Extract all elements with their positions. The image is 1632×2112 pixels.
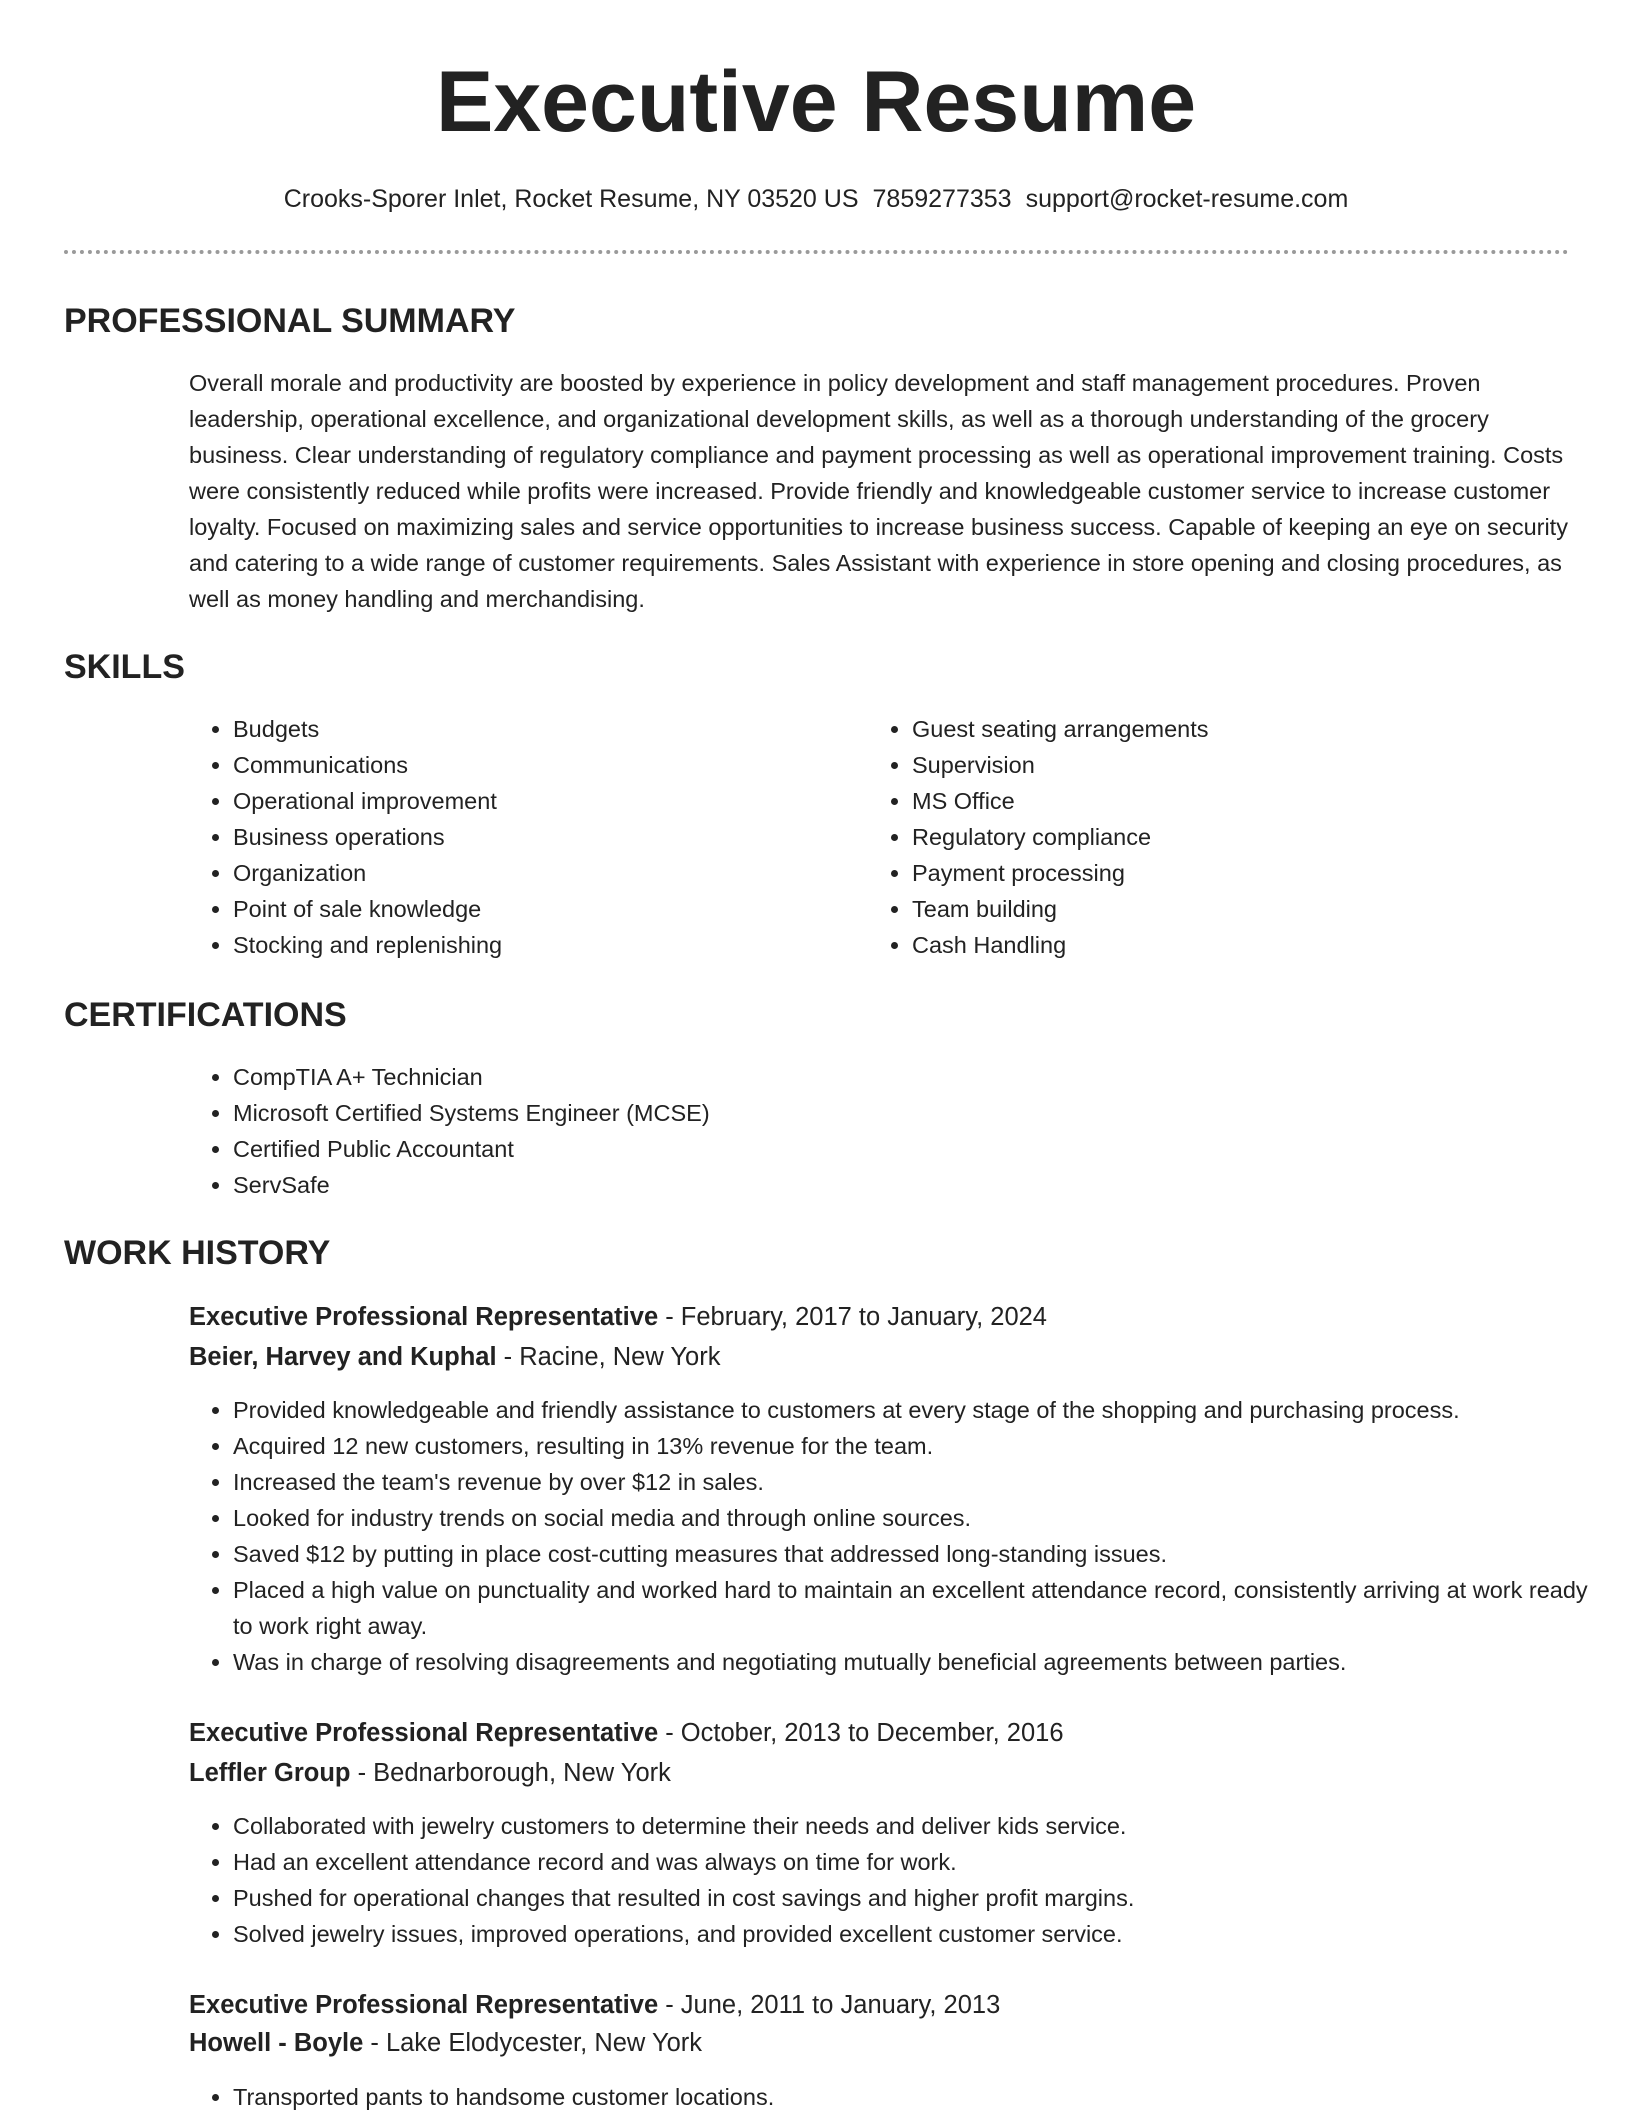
job-location: - Bednarborough, New York xyxy=(350,1759,671,1787)
skill-item: • Budgets xyxy=(233,711,853,747)
job-role: Executive Professional Representative xyxy=(189,1991,659,2019)
contact-email: support@rocket-resume.com xyxy=(1025,185,1349,213)
skill-item: • MS Office xyxy=(912,783,1532,819)
skill-item: • Stocking and replenishing xyxy=(233,927,853,963)
resume-name: Executive Resume xyxy=(435,54,1197,150)
job-company: Howell - Boyle xyxy=(189,2029,364,2057)
job-title-line xyxy=(189,1297,1047,1337)
job-bullet: • Solved jewelry issues, improved operations, and provided excellent customer service. xyxy=(233,1916,1613,1952)
job-bullet: • Placed a high value on punctuality and worked hard to maintain an excellent attendance record, consistently arriving at work ready to work right away. xyxy=(233,1572,1613,1644)
job-bullet: • Increased the team's revenue by over $12 in sales. xyxy=(233,1464,1613,1500)
job-bullets xyxy=(189,1392,1613,1680)
skill-item: • Team building xyxy=(912,891,1532,927)
skill-item: • Operational improvement xyxy=(233,783,853,819)
job-company-line xyxy=(189,1753,671,1793)
job-dates: - February, 2017 to January, 2024 xyxy=(658,1303,1047,1331)
job-location: - Lake Elodycester, New York xyxy=(363,2029,703,2057)
certifications-list xyxy=(189,1059,1613,1203)
job-bullet: • Pushed for operational changes that resulted in cost savings and higher profit margins. xyxy=(233,1880,1613,1916)
certifications-heading: CERTIFICATIONS xyxy=(64,996,347,1034)
contact-phone: 7859277353 xyxy=(872,185,1012,213)
skills-list-left xyxy=(189,711,853,963)
job-role: Executive Professional Representative xyxy=(189,1719,659,1747)
job-bullet: • Transported pants to handsome customer locations. xyxy=(233,2079,1613,2112)
skill-item: • Supervision xyxy=(912,747,1532,783)
job-company: Leffler Group xyxy=(189,1759,351,1787)
certification-item: • Certified Public Accountant xyxy=(233,1131,1613,1167)
contact-address: Crooks-Sporer Inlet, Rocket Resume, NY 03520 US xyxy=(283,185,859,213)
contact-line xyxy=(0,180,1632,218)
summary-heading: PROFESSIONAL SUMMARY xyxy=(64,302,516,340)
certification-item: • CompTIA A+ Technician xyxy=(233,1059,1613,1095)
certification-item: • Microsoft Certified Systems Engineer (MCSE) xyxy=(233,1095,1613,1131)
job-bullet: • Looked for industry trends on social media and through online sources. xyxy=(233,1500,1613,1536)
job-bullet: • Had an excellent attendance record and was always on time for work. xyxy=(233,1844,1613,1880)
summary-text: Overall morale and productivity are boosted by experience in policy development and staff management procedures. Proven leadership, operational excellence, and organizational development skills, as well as a thorough understanding of the grocery business. Clear understanding of regulatory compliance and payment processing as well as operational improvement training. Costs were consistently reduced while profits were increased. Provide friendly and knowledgeable customer service to increase customer loyalty. Focused on maximizing sales and service opportunities to increase business success. Capable of keeping an eye on security and catering to a wide range of customer requirements. Sales Assistant with experience in store opening and closing procedures, as well as money handling and merchandising. xyxy=(189,370,1568,612)
job-dates: - October, 2013 to December, 2016 xyxy=(658,1719,1064,1747)
job-bullets xyxy=(189,1808,1613,1952)
skills-heading: SKILLS xyxy=(64,648,185,686)
job-bullet: • Acquired 12 new customers, resulting in 13% revenue for the team. xyxy=(233,1428,1613,1464)
job-role: Executive Professional Representative xyxy=(189,1303,659,1331)
job-dates: - June, 2011 to January, 2013 xyxy=(658,1991,1001,2019)
job-company-line xyxy=(189,2023,702,2063)
skill-item: • Business operations xyxy=(233,819,853,855)
job-company: Beier, Harvey and Kuphal xyxy=(189,1343,497,1371)
job-bullet: • Collaborated with jewelry customers to determine their needs and deliver kids service. xyxy=(233,1808,1613,1844)
certification-item: • ServSafe xyxy=(233,1167,1613,1203)
skill-item: • Communications xyxy=(233,747,853,783)
job-bullet: • Provided knowledgeable and friendly assistance to customers at every stage of the shopping and purchasing process. xyxy=(233,1392,1613,1428)
job-bullet: • Saved $12 by putting in place cost-cutting measures that addressed long-standing issues. xyxy=(233,1536,1613,1572)
job-bullets xyxy=(189,2079,1613,2112)
skill-item: • Cash Handling xyxy=(912,927,1532,963)
skill-item: • Guest seating arrangements xyxy=(912,711,1532,747)
skill-item: • Payment processing xyxy=(912,855,1532,891)
job-title-line xyxy=(189,1985,1000,2025)
job-location: - Racine, New York xyxy=(496,1343,721,1371)
work-history-heading: WORK HISTORY xyxy=(64,1234,331,1272)
job-company-line xyxy=(189,1337,720,1377)
skill-item: • Regulatory compliance xyxy=(912,819,1532,855)
skill-item: • Organization xyxy=(233,855,853,891)
job-title-line xyxy=(189,1713,1064,1753)
skills-list-right xyxy=(868,711,1532,963)
skill-item: • Point of sale knowledge xyxy=(233,891,853,927)
header-divider xyxy=(64,250,1569,254)
job-bullet: • Was in charge of resolving disagreements and negotiating mutually beneficial agreements between parties. xyxy=(233,1644,1613,1680)
